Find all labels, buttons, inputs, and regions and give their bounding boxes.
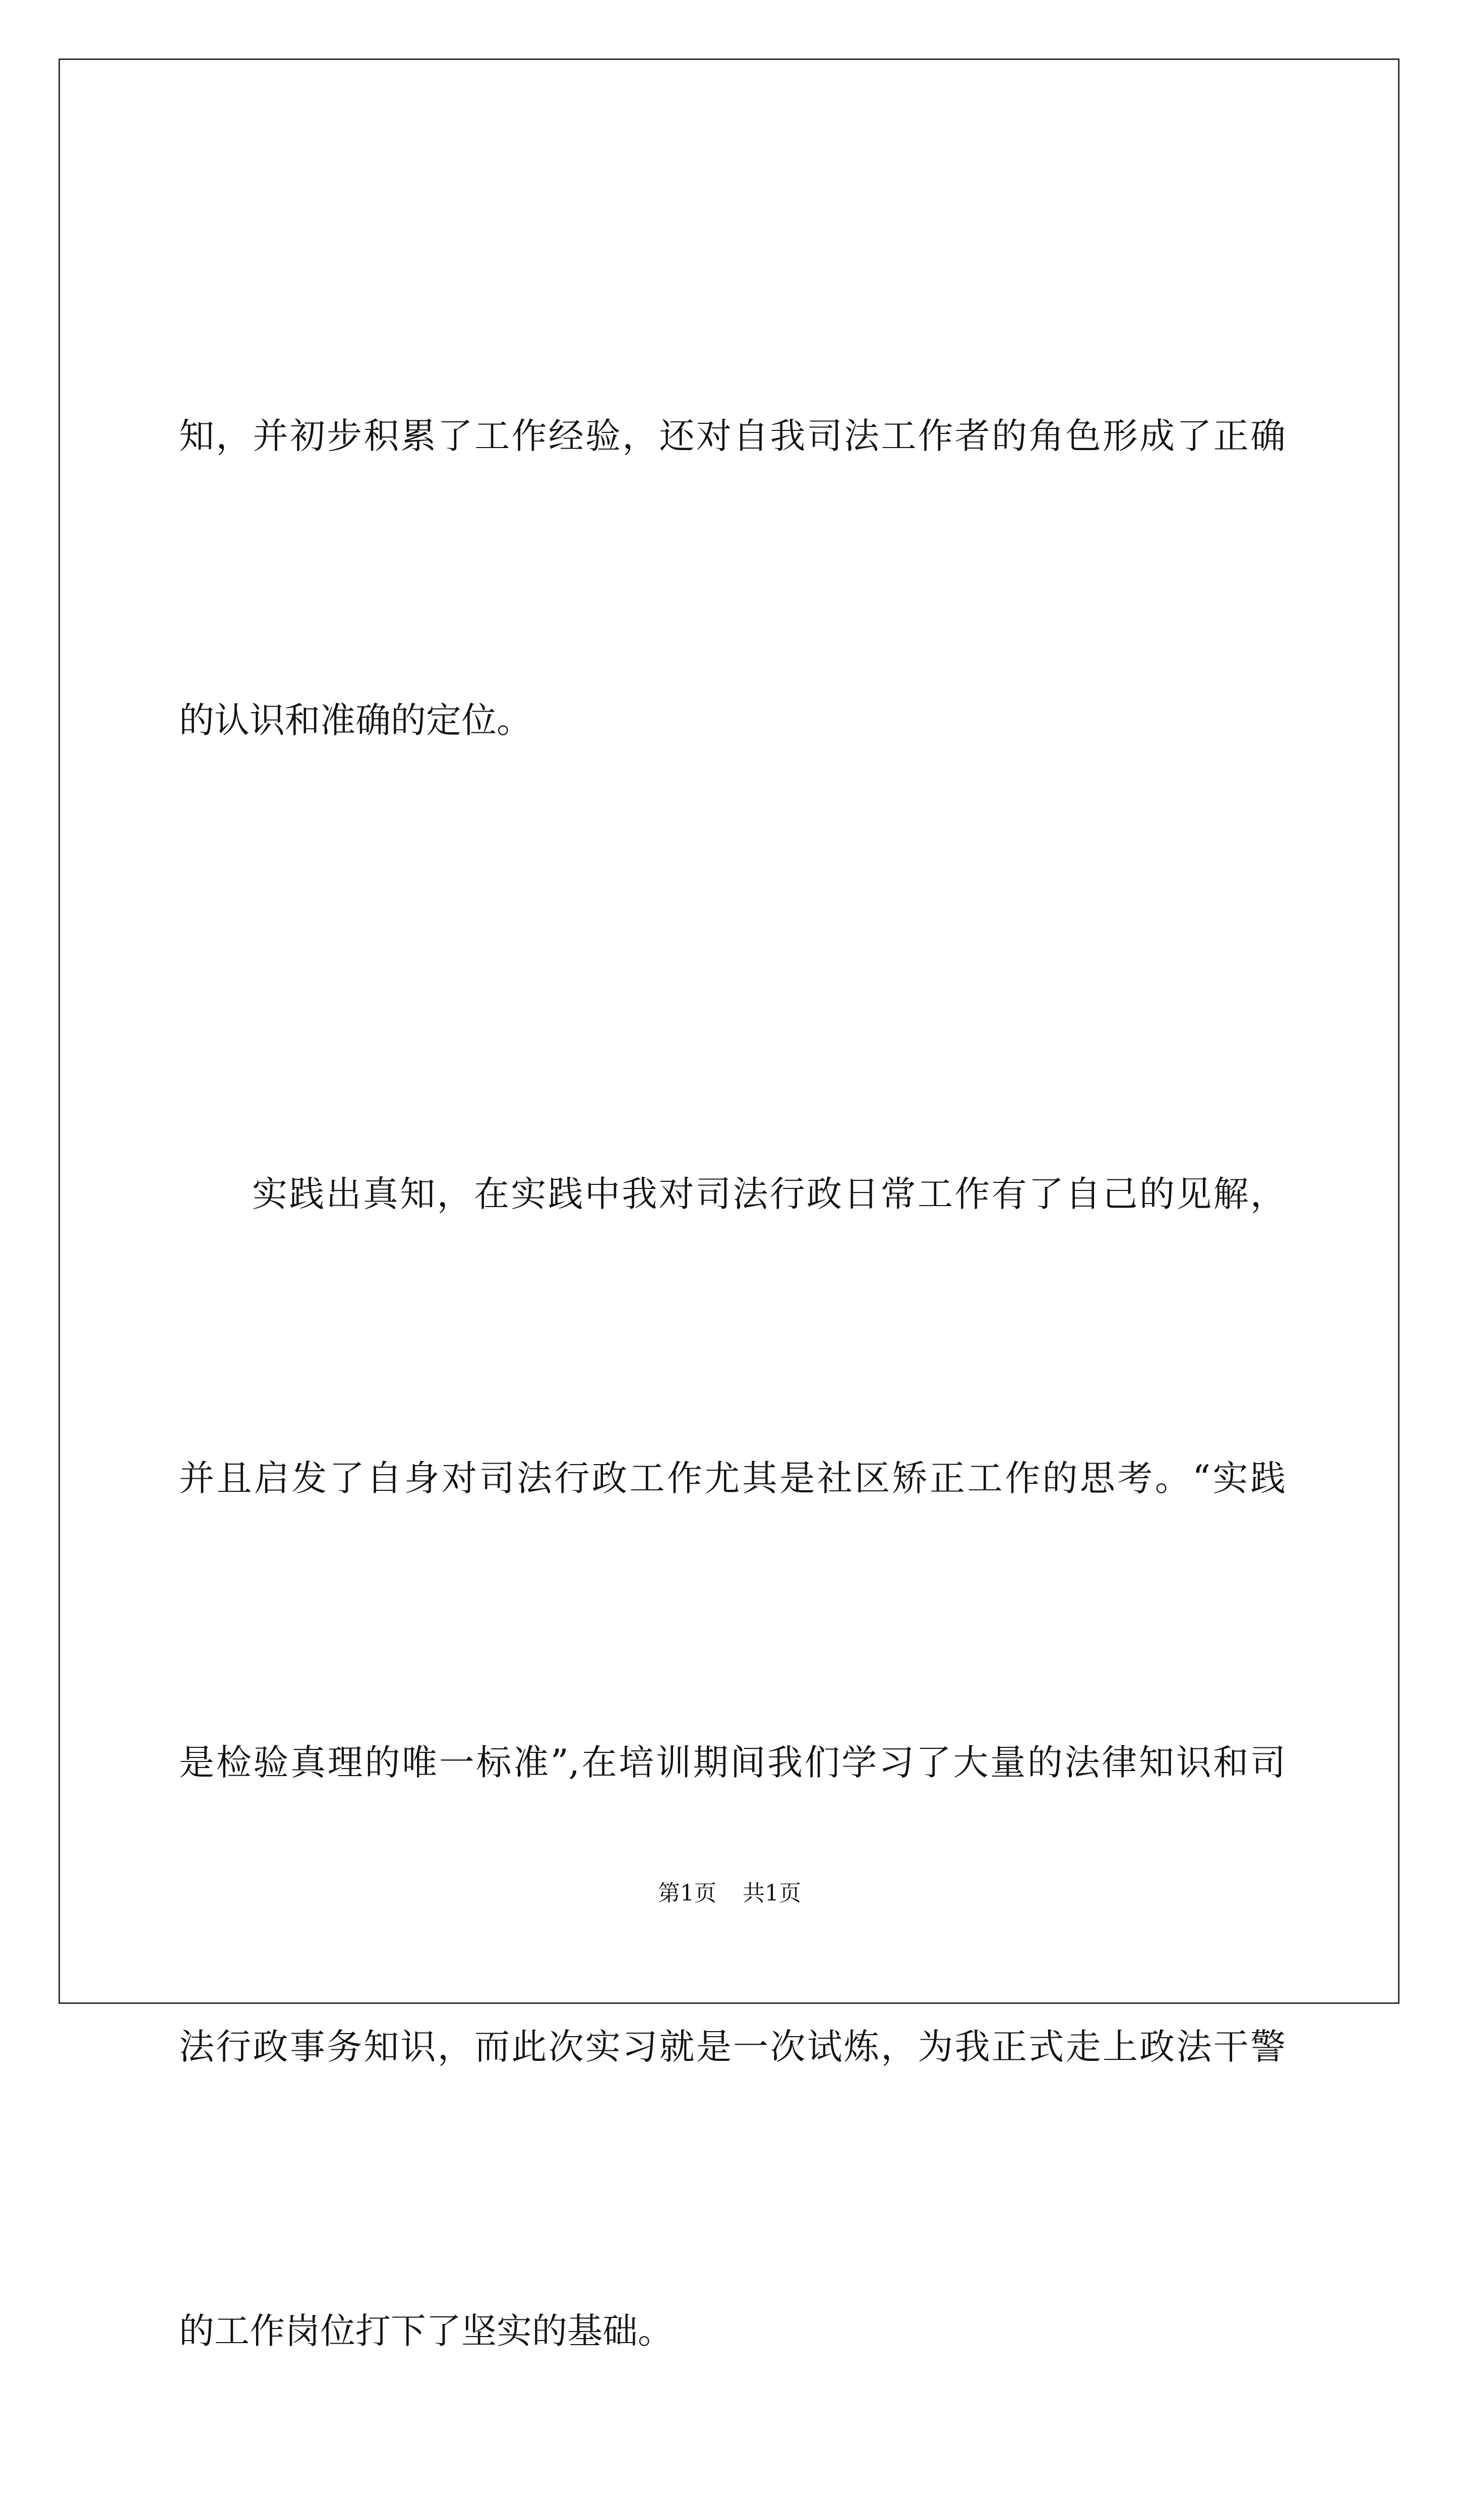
text-line: 的认识和准确的定位。 (179, 700, 532, 741)
page-footer (0, 1875, 1459, 1907)
paragraph-1 (179, 199, 1286, 957)
paragraph-2 (179, 957, 1286, 2520)
text-line: 知，并初步积累了工作经验，还对自我司法工作者的角色形成了正确 (179, 415, 1286, 457)
page-number: 第1页 (658, 1880, 716, 1906)
page-total: 共1页 (743, 1880, 801, 1906)
document-body (179, 199, 1286, 2520)
text-line: 是检验真理的唯一标准”,在培训期间我们学习了大量的法律知识和司 (179, 1742, 1286, 1783)
text-line: 法行政事务知识，而此次实习就是一次试炼，为我正式走上政法干警 (179, 2026, 1286, 2067)
text-line: 并且启发了自身对司法行政工作尤其是社区矫正工作的思考。“实践 (179, 1458, 1286, 1499)
text-line: 的工作岗位打下了坚实的基础。 (179, 2310, 673, 2352)
text-line: 实践出真知，在实践中我对司法行政日常工作有了自己的见解， (252, 1173, 1286, 1215)
